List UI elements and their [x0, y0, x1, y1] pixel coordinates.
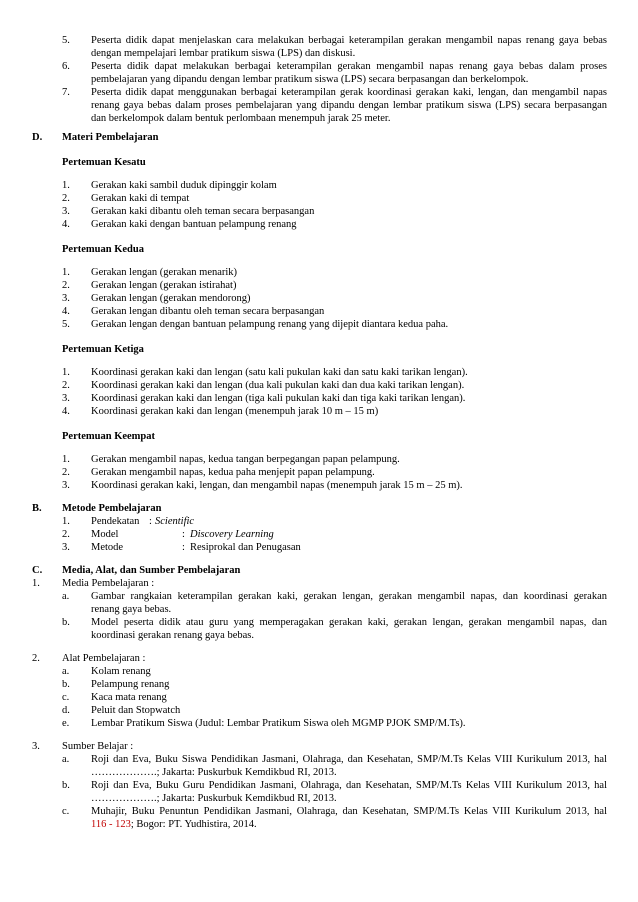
list-item: Koordinasi gerakan kaki, lengan, dan mengambil napas (menempuh jarak 15 m – 25 m).: [91, 480, 463, 491]
list-item: Kaca mata renang: [91, 692, 167, 703]
list-item-line: Model peserta didik atau guru yang memperagakan gerakan kaki, gerakan lengan, gerakan mengambil napas, dan: [91, 617, 607, 628]
list-item: Gerakan lengan (gerakan istirahat): [91, 280, 237, 291]
list-letter: a.: [62, 591, 70, 602]
list-item: Gerakan kaki dibantu oleh teman secara berpasangan: [91, 206, 315, 217]
section-letter: C.: [32, 565, 43, 576]
list-item: Gerakan lengan (gerakan mendorong): [91, 293, 251, 304]
list-letter: b.: [62, 617, 70, 628]
list-item: Gerakan kaki dengan bantuan pelampung renang: [91, 219, 297, 230]
list-item: Koordinasi gerakan kaki dan lengan (tiga kali pukulan kaki dan tiga kaki tarikan lengan).: [91, 393, 466, 404]
method-label: Pendekatan: [91, 516, 140, 527]
list-item: Koordinasi gerakan kaki dan lengan (menempuh jarak 10 m – 15 m): [91, 406, 379, 417]
method-value: Discovery Learning: [190, 529, 274, 540]
subsection-number: 2.: [32, 653, 40, 664]
list-item: Gerakan kaki di tempat: [91, 193, 190, 204]
list-number: 2.: [62, 280, 70, 291]
subsection-title: Alat Pembelajaran :: [62, 653, 146, 664]
list-item-line: renang gaya bebas.: [91, 604, 172, 615]
list-letter: c.: [62, 692, 70, 703]
reference-line: Roji dan Eva, Buku Guru Pendidikan Jasmani, Olahraga, dan Kesehatan, SMP/M.Ts Kelas VIII Kurikulum 2013, hal: [91, 780, 607, 791]
objective-line: Peserta didik dapat menggunakan berbagai keterampilan gerak koordinasi gerakan kaki, lengan, dan mengambil napas: [91, 87, 607, 98]
reference-line: [91, 818, 257, 831]
list-letter: a.: [62, 754, 70, 765]
meeting-title: Pertemuan Kedua: [62, 244, 144, 255]
list-letter: c.: [62, 806, 70, 817]
list-item-line: koordinasi gerakan renang gaya bebas.: [91, 630, 254, 641]
list-number: 5.: [62, 319, 70, 330]
objective-line: dengan mempelajari lembar pratikum siswa (LPS) dan diskusi.: [91, 48, 356, 59]
objective-number: 5.: [62, 35, 70, 46]
method-separator: :: [182, 542, 185, 553]
method-number: 3.: [62, 542, 70, 553]
list-number: 2.: [62, 380, 70, 391]
list-number: 1.: [62, 267, 70, 278]
objective-line: Peserta didik dapat menjelaskan cara melakukan berbagai keterampilan gerakan mengambil napas renang gaya bebas: [91, 35, 607, 46]
meeting-title: Pertemuan Keempat: [62, 431, 156, 442]
method-label: Metode: [91, 542, 124, 553]
section-letter: D.: [32, 132, 43, 143]
section-title: Materi Pembelajaran: [62, 132, 159, 143]
reference-line: ……………….; Jakarta: Puskurbuk Kemdikbud RI, 2013.: [91, 767, 337, 778]
method-separator: :: [149, 516, 152, 527]
list-number: 3.: [62, 480, 70, 491]
method-number: 1.: [62, 516, 70, 527]
objective-line: Peserta didik dapat melakukan berbagai keterampilan gerakan mengambil napas renang gaya bebas dalam proses: [91, 61, 607, 72]
subsection-title: Media Pembelajaran :: [62, 578, 155, 589]
section-title: Media, Alat, dan Sumber Pembelajaran: [62, 565, 241, 576]
list-number: 4.: [62, 406, 70, 417]
list-number: 4.: [62, 306, 70, 317]
subsection-title: Sumber Belajar :: [62, 741, 134, 752]
list-item: Lembar Pratikum Siswa (Judul: Lembar Pratikum Siswa oleh MGMP PJOK SMP/M.Ts).: [91, 718, 466, 729]
list-item: Gerakan kaki sambil duduk dipinggir kolam: [91, 180, 277, 191]
method-label: Model: [91, 529, 119, 540]
list-item: Gerakan lengan dibantu oleh teman secara berpasangan: [91, 306, 325, 317]
section-title: Metode Pembelajaran: [62, 503, 162, 514]
list-item: Gerakan mengambil napas, kedua paha menjepit papan pelampung.: [91, 467, 375, 478]
objective-line: dan berkelompok dalam bentuk perlombaan menempuh jarak 25 meter.: [91, 113, 391, 124]
list-number: 1.: [62, 454, 70, 465]
subsection-number: 1.: [32, 578, 40, 589]
list-item: Pelampung renang: [91, 679, 170, 690]
list-item: Gerakan lengan (gerakan menarik): [91, 267, 238, 278]
list-number: 2.: [62, 467, 70, 478]
objective-line: renang gaya bebas dalam proses pembelajaran yang dipandu dengan lembar pratikum siswa (LPS) secara berpasangan: [91, 100, 607, 111]
method-value: Scientific: [155, 516, 195, 527]
list-letter: e.: [62, 718, 70, 729]
subsection-number: 3.: [32, 741, 40, 752]
list-number: 3.: [62, 206, 70, 217]
method-number: 2.: [62, 529, 70, 540]
list-item: Koordinasi gerakan kaki dan lengan (satu kali pukulan kaki dan satu kaki tarikan lengan).: [91, 367, 468, 378]
list-item: Gerakan lengan dengan bantuan pelampung renang yang dijepit diantara kedua paha.: [91, 319, 449, 330]
objective-line: pembelajaran yang dipandu dengan lembar pratikum siswa (LPS) secara berpasangan dan berkelompok.: [91, 74, 529, 85]
meeting-title: Pertemuan Kesatu: [62, 157, 146, 168]
list-letter: b.: [62, 780, 70, 791]
list-letter: a.: [62, 666, 70, 677]
list-letter: d.: [62, 705, 70, 716]
list-number: 4.: [62, 219, 70, 230]
list-letter: b.: [62, 679, 70, 690]
objective-number: 6.: [62, 61, 70, 72]
reference-line: Muhajir, Buku Penuntun Pendidikan Jasmani, Olahraga, dan Kesehatan, SMP/M.Ts Kelas VIII Kurikulum 2013, hal: [91, 806, 607, 817]
method-value: Resiprokal dan Penugasan: [190, 542, 301, 553]
reference-pages-highlight: 116 - 123: [91, 819, 131, 830]
meeting-title: Pertemuan Ketiga: [62, 344, 144, 355]
list-number: 3.: [62, 393, 70, 404]
list-number: 1.: [62, 367, 70, 378]
list-number: 1.: [62, 180, 70, 191]
objective-number: 7.: [62, 87, 70, 98]
reference-line: ……………….; Jakarta: Puskurbuk Kemdikbud RI, 2013.: [91, 793, 337, 804]
list-item: Koordinasi gerakan kaki dan lengan (dua kali pukulan kaki dan dua kaki tarikan lengan).: [91, 380, 465, 391]
list-number: 2.: [62, 193, 70, 204]
reference-line: Roji dan Eva, Buku Siswa Pendidikan Jasmani, Olahraga, dan Kesehatan, SMP/M.Ts Kelas VIII Kurikulum 2013, hal: [91, 754, 607, 765]
list-item: Gerakan mengambil napas, kedua tangan berpegangan papan pelampung.: [91, 454, 400, 465]
list-item: Kolam renang: [91, 666, 151, 677]
reference-publisher: ; Bogor: PT. Yudhistira, 2014.: [130, 819, 257, 830]
method-separator: :: [182, 529, 185, 540]
list-item-line: Gambar rangkaian keterampilan gerakan kaki, gerakan lengan, gerakan mengambil napas, dan koordinasi gerakan: [91, 591, 607, 602]
section-letter: B.: [32, 503, 42, 514]
list-number: 3.: [62, 293, 70, 304]
list-item: Peluit dan Stopwatch: [91, 705, 181, 716]
